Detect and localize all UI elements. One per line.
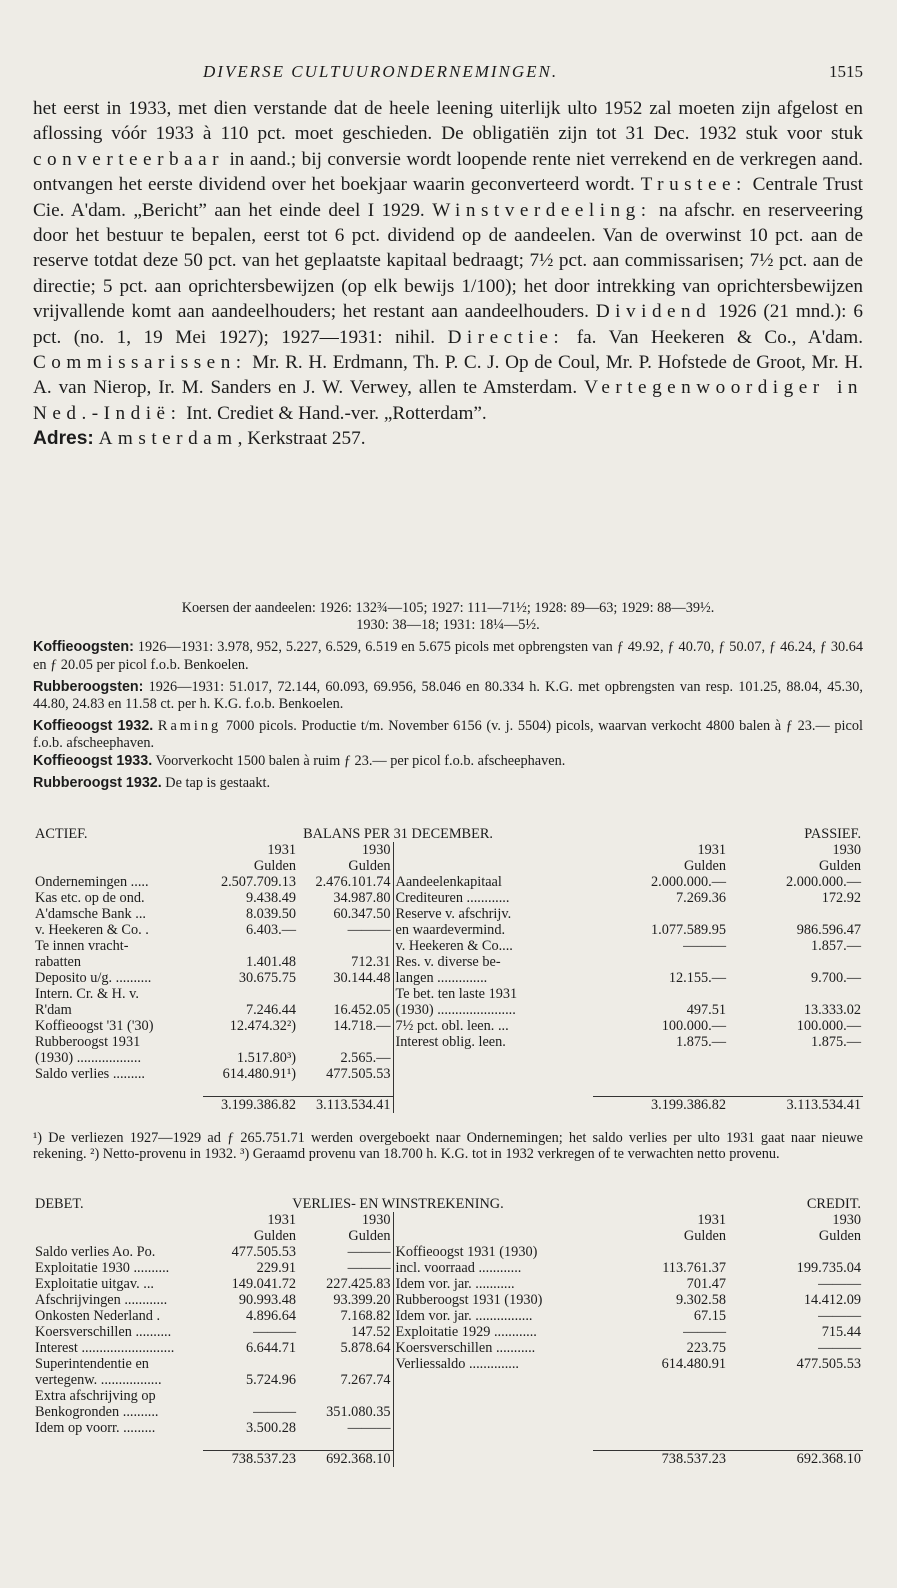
- row-label: v. Heekeren & Co....: [393, 938, 593, 954]
- table-row: [33, 1340, 863, 1356]
- value-1930: 712.31: [351, 954, 391, 970]
- value-1930: [728, 954, 863, 970]
- blank-cell: [33, 1097, 203, 1114]
- unit-row: [33, 858, 863, 874]
- blank-cell: [203, 1436, 298, 1451]
- value-1930: ———: [818, 1308, 862, 1324]
- blank-cell: [33, 1436, 203, 1451]
- unit-label: Gulden: [818, 858, 862, 874]
- winstverdeeling-text: na afschr. en reserveering door het bestuur te bepalen, eerst tot 6 pct. dividend op de aandeelen. Van de overwinst 10 pct. aan de reserve totdat deze 50 pct. van het geplaatste kapitaal bedraagt; 7½ pct. aan commissarisen; 7½ pct. aan de directie; 5 pct. aan oprichtersbewijzen (op elk bewijs 1/100); het door intrekking van oprichtersbewijzen vrijvallende komt aan aandeelhouders; het restant aan aandeelhouders.: [33, 199, 863, 323]
- value-1930: [728, 1420, 863, 1436]
- value-1931: 7.269.36: [675, 890, 727, 906]
- value-1930: [298, 986, 393, 1002]
- table-row: [33, 1244, 863, 1260]
- table-row: [33, 1372, 863, 1388]
- koffieoogst-1933-label: Koffieoogst 1933.: [33, 752, 153, 769]
- row-label: Verliessaldo ..............: [393, 1356, 593, 1372]
- row-label: [393, 1404, 593, 1420]
- value-1931: 223.75: [686, 1340, 726, 1356]
- value-1930: 30.144.48: [333, 970, 391, 986]
- row-label: Exploitatie uitgav. ...: [35, 1276, 154, 1292]
- value-1930: [728, 986, 863, 1002]
- row-label: Koffieoogst 1931 (1930): [393, 1244, 593, 1260]
- table-row: [33, 906, 863, 922]
- row-label: Saldo verlies .........: [35, 1066, 145, 1082]
- unit-label: Gulden: [818, 1228, 862, 1244]
- value-1930: [728, 1404, 863, 1420]
- text-run: het eerst in 1933, met dien verstande dat de heele leening uiterlijk ulto 1952 zal moeten zijn afgelost en aflossing vóór 1933 à 110 pct. moet geschieden. De obligatiën zijn tot 31 Dec. 1932 stuk voor stuk: [33, 98, 863, 145]
- value-1930: 9.700.—: [810, 970, 862, 986]
- year-label: 1931: [697, 842, 727, 858]
- total-1930: 3.113.534.41: [315, 1097, 391, 1113]
- total-1931: 738.537.23: [661, 1451, 726, 1467]
- koffieoogst-1933-para: [33, 753, 863, 770]
- value-1930: 172.92: [821, 890, 862, 906]
- value-1931: 4.896.64: [245, 1308, 296, 1324]
- value-1931: [203, 1388, 298, 1404]
- table-row: [33, 1292, 863, 1308]
- spacer-row: [33, 1082, 863, 1097]
- blank-cell: [298, 1082, 393, 1097]
- koffieoogst-1932-label: Koffieoogst 1932.: [33, 718, 154, 735]
- value-1931: [203, 986, 298, 1002]
- value-1931: [593, 1388, 728, 1404]
- table-row: [33, 1324, 863, 1340]
- value-1930: 14.412.09: [803, 1292, 862, 1308]
- rubberoogsten-text: 1926—1931: 51.017, 72.144, 60.093, 69.956, 58.046 en 80.334 h. K.G. met opbrengsten van resp. 101.25, 88.04, 45.30, 44.80, 24.83 en 11.58 ct. per h. K.G. f.o.b. Benkoelen.: [33, 678, 863, 713]
- value-1931: 30.675.75: [238, 970, 296, 986]
- left-head: ACTIEF.: [35, 826, 88, 842]
- spacer-row: [33, 1436, 863, 1451]
- value-1931: [593, 1244, 728, 1260]
- blank-cell: [33, 1082, 203, 1097]
- table-row: [33, 986, 863, 1002]
- table-heading-row: [33, 826, 863, 842]
- value-1930: [298, 1034, 393, 1050]
- value-1931: 2.000.000.—: [650, 874, 727, 890]
- year-label: 1930: [361, 842, 391, 858]
- value-1930: 2.476.101.74: [315, 874, 391, 890]
- table-heading-row: [33, 1196, 863, 1212]
- value-1931: 7.246.44: [245, 1002, 296, 1018]
- value-1930: [728, 1372, 863, 1388]
- value-1930: 351.080.35: [326, 1404, 391, 1420]
- table-row: [33, 1308, 863, 1324]
- koersen-line: Koersen der aandeelen: 1926: 132¾—105; 1927: 111—71½; 1928: 89—63; 1929: 88—39½.: [181, 600, 715, 616]
- total-1930: 692.368.10: [326, 1451, 391, 1467]
- right-head: CREDIT.: [806, 1196, 862, 1212]
- blank-cell: [393, 1082, 593, 1097]
- value-1930: ———: [347, 922, 391, 938]
- value-1931: [593, 1066, 728, 1082]
- vertegenwoordiger-label: Vertegenwoordiger in Ned.-Indië:: [33, 377, 863, 424]
- value-1931: 9.302.58: [675, 1292, 726, 1308]
- value-1931: 614.480.91: [661, 1356, 726, 1372]
- value-1931: ———: [683, 938, 727, 954]
- total-1930: 3.113.534.41: [786, 1097, 862, 1113]
- rubberoogst-1932-text: De tap is gestaakt.: [161, 774, 271, 791]
- table-row: [33, 938, 863, 954]
- koffieoogsten-text: 1926—1931: 3.978, 952, 5.227, 6.529, 6.519 en 5.675 picols met opbrengsten van ƒ 49.92, ƒ 40.70, ƒ 50.07, ƒ 46.24, ƒ 30.64 en ƒ 20.05 per picol f.o.b. Benkoelen.: [33, 639, 863, 673]
- value-1931: 67.15: [693, 1308, 726, 1324]
- row-label: vertegenw. .................: [35, 1372, 162, 1388]
- row-label: rabatten: [35, 954, 82, 970]
- row-label: Ondernemingen .....: [35, 874, 149, 890]
- row-label: 7½ pct. obl. leen. ...: [393, 1018, 593, 1034]
- left-head: DEBET.: [35, 1196, 84, 1212]
- table-row: [33, 1050, 863, 1066]
- value-1931: [593, 986, 728, 1002]
- value-1930: ———: [347, 1260, 391, 1276]
- total-1931: 3.199.386.82: [650, 1097, 727, 1113]
- blank-cell: [393, 1212, 593, 1228]
- trustee-text: Centrale Trust Cie. A'dam. „Bericht” aan het einde deel I 1929.: [33, 174, 863, 221]
- koersen-line-2: 1930: 38—18; 1931: 18¼—5½.: [356, 617, 540, 634]
- value-1930: 477.505.53: [326, 1066, 391, 1082]
- row-label: Rubberoogst 1931: [35, 1034, 141, 1050]
- harvest-info: [33, 600, 863, 792]
- value-1931: [203, 1356, 298, 1372]
- row-label: Koffieoogst '31 ('30): [35, 1018, 154, 1034]
- koffieoogst-1933-text: Voorverkocht 1500 balen à ruim ƒ 23.— per picol f.o.b. afscheephaven.: [152, 752, 566, 769]
- row-label: A'damsche Bank ...: [35, 906, 146, 922]
- table-row: [33, 1034, 863, 1050]
- value-1930: [728, 1388, 863, 1404]
- value-1930: 227.425.83: [326, 1276, 391, 1292]
- blank-cell: [393, 842, 593, 858]
- text-run: in aand.; bij conversie wordt loopende rente niet verrekend en de verkregen aand. ontvangen het eerste dividend over het boekjaar waarin geconverteerd wordt.: [33, 148, 863, 196]
- value-1931: [593, 1050, 728, 1066]
- rubberoogst-1932-para: [33, 775, 863, 792]
- value-1931: 12.155.—: [668, 970, 727, 986]
- value-1930: 199.735.04: [796, 1260, 862, 1276]
- value-1930: 14.718.—: [333, 1018, 391, 1034]
- blank-cell: [393, 1228, 593, 1244]
- value-1930: [298, 1388, 393, 1404]
- address-line: [33, 426, 863, 451]
- value-1930: 715.44: [821, 1324, 862, 1340]
- value-1931: 100.000.—: [661, 1018, 727, 1034]
- value-1931: 8.039.50: [245, 906, 296, 922]
- value-1930: [298, 1356, 393, 1372]
- statement-title: VERLIES- EN WINSTREKENING.: [292, 1196, 504, 1212]
- value-1931: 3.500.28: [245, 1420, 296, 1436]
- unit-label: Gulden: [253, 1228, 296, 1244]
- total-row: [33, 1451, 863, 1468]
- value-1930: 986.596.47: [796, 922, 862, 938]
- row-label: en waardevermind.: [393, 922, 593, 938]
- table-row: [33, 1404, 863, 1420]
- profit-loss-table: [33, 1196, 863, 1467]
- value-1930: 147.52: [351, 1324, 391, 1340]
- row-label: incl. voorraad ............: [393, 1260, 593, 1276]
- row-label: Interest ..........................: [35, 1340, 175, 1356]
- value-1931: 229.91: [256, 1260, 296, 1276]
- row-label: (1930) ......................: [393, 1002, 593, 1018]
- total-1931: 3.199.386.82: [220, 1097, 296, 1113]
- value-1931: [203, 938, 298, 954]
- page-number: 1515: [829, 62, 863, 81]
- blank-cell: [33, 1228, 203, 1244]
- row-label: Idem op voorr. .........: [35, 1420, 156, 1436]
- value-1931: 113.761.37: [662, 1260, 726, 1276]
- value-1931: 90.993.48: [238, 1292, 296, 1308]
- table-row: [33, 890, 863, 906]
- statement-title: BALANS PER 31 DECEMBER.: [303, 826, 493, 842]
- year-label: 1931: [697, 1212, 726, 1228]
- row-label: Exploitatie 1930 ..........: [35, 1260, 170, 1276]
- row-label: v. Heekeren & Co. .: [35, 922, 149, 938]
- table-row: [33, 954, 863, 970]
- row-label: [393, 1066, 593, 1082]
- year-label: 1931: [267, 1212, 296, 1228]
- year-label: 1930: [832, 842, 862, 858]
- unit-label: Gulden: [348, 1228, 391, 1244]
- company-description: [33, 96, 863, 452]
- value-1930: [728, 1244, 863, 1260]
- row-label: Koersverschillen ...........: [393, 1340, 593, 1356]
- year-row: [33, 842, 863, 858]
- year-label: 1931: [267, 842, 296, 858]
- rubberoogsten-para: [33, 679, 863, 713]
- blank-cell: [393, 1451, 593, 1468]
- row-label: Afschrijvingen ............: [35, 1292, 168, 1308]
- value-1930: 5.878.64: [340, 1340, 391, 1356]
- blank-cell: [393, 858, 593, 874]
- year-row: [33, 1212, 863, 1228]
- value-1931: 701.47: [686, 1276, 726, 1292]
- trustee-label: Trustee:: [640, 174, 747, 196]
- value-1930: 2.565.—: [340, 1050, 391, 1066]
- value-1930: 60.347.50: [333, 906, 391, 922]
- value-1931: [593, 906, 728, 922]
- value-1930: 7.267.74: [340, 1372, 391, 1388]
- value-1931: [593, 1404, 728, 1420]
- commissarissen-label: Commissarissen:: [33, 352, 247, 374]
- koffieoogst-1932-text: 7000 picols. Productie t/m. November 6156 (v. j. 5504) picols, waarvan verkocht 4800 balen à ƒ 23.— picol f.o.b. afscheephaven.: [33, 718, 863, 752]
- table-row: [33, 1356, 863, 1372]
- directie-text: fa. Van Heekeren & Co., A'dam.: [564, 326, 863, 348]
- row-label: Saldo verlies Ao. Po.: [35, 1244, 156, 1260]
- table-row: [33, 874, 863, 890]
- row-label: R'dam: [35, 1002, 72, 1018]
- row-label: [393, 1050, 593, 1066]
- value-1930: [728, 1066, 863, 1082]
- blank-cell: [33, 858, 203, 874]
- value-1931: 497.51: [686, 1002, 727, 1018]
- unit-label: Gulden: [253, 858, 296, 874]
- row-label: (1930) ..................: [35, 1050, 142, 1066]
- row-label: Superintendentie en: [35, 1356, 149, 1372]
- raming-label: Raming: [157, 718, 222, 735]
- value-1931: 12.474.32²): [229, 1018, 296, 1034]
- spaced-term: converteerbaar: [33, 148, 224, 170]
- row-label: Te bet. ten laste 1931: [393, 986, 593, 1002]
- value-1931: ———: [683, 1324, 726, 1340]
- unit-label: Gulden: [348, 858, 391, 874]
- year-label: 1930: [832, 1212, 862, 1228]
- row-label: Te innen vracht-: [35, 938, 129, 954]
- rubberoogst-1932-label: Rubberoogst 1932.: [33, 774, 162, 791]
- value-1931: 149.041.72: [231, 1276, 296, 1292]
- row-label: Reserve v. afschrijv.: [393, 906, 593, 922]
- table-row: [33, 922, 863, 938]
- table-row: [33, 1018, 863, 1034]
- row-label: Extra afschrijving op: [35, 1388, 156, 1404]
- value-1931: [593, 1420, 728, 1436]
- blank-cell: [393, 1097, 593, 1114]
- right-head: PASSIEF.: [804, 826, 862, 842]
- unit-row: [33, 1228, 863, 1244]
- value-1930: 2.000.000.—: [785, 874, 862, 890]
- row-label: Interest oblig. leen.: [393, 1034, 593, 1050]
- value-1930: 93.399.20: [333, 1292, 391, 1308]
- blank-cell: [393, 1436, 593, 1451]
- blank-cell: [593, 1436, 728, 1451]
- value-1931: 5.724.96: [245, 1372, 296, 1388]
- value-1930: 7.168.82: [340, 1308, 391, 1324]
- value-1930: 34.987.80: [333, 890, 391, 906]
- table-row: [33, 1420, 863, 1436]
- adres-label: Adres:: [33, 428, 94, 450]
- total-row: [33, 1097, 863, 1114]
- unit-label: Gulden: [683, 858, 727, 874]
- dividend-label: Dividend: [595, 301, 712, 323]
- unit-label: Gulden: [683, 1228, 726, 1244]
- balance-notes: ¹) De verliezen 1927—1929 ad ƒ 265.751.71 werden overgeboekt naar Ondernemingen; het saldo verlies per ulto 1931 gaat naar nieuwe rekening. ²) Netto-provenu in 1932. ³) Geraamd provenu van 18.700 h. K.G. tot in 1932 verkregen of te verwachten netto provenu.: [33, 1130, 863, 1163]
- row-label: Kas etc. op de ond.: [35, 890, 145, 906]
- row-label: Idem vor. jar. ...........: [393, 1276, 593, 1292]
- table-row: [33, 970, 863, 986]
- year-label: 1930: [361, 1212, 391, 1228]
- rubberoogsten-label: Rubberoogsten:: [33, 678, 144, 695]
- directie-label: Directie:: [447, 326, 565, 348]
- value-1931: 477.505.53: [231, 1244, 296, 1260]
- value-1930: 477.505.53: [796, 1356, 862, 1372]
- value-1930: ———: [818, 1340, 862, 1356]
- table-row: [33, 1260, 863, 1276]
- total-1930: 692.368.10: [796, 1451, 862, 1467]
- row-label: [393, 1388, 593, 1404]
- balance-sheet-table: [33, 826, 863, 1113]
- blank-cell: [33, 842, 203, 858]
- blank-cell: [33, 1212, 203, 1228]
- value-1931: 614.480.91¹): [222, 1066, 296, 1082]
- table-row: [33, 1002, 863, 1018]
- value-1930: ———: [347, 1244, 391, 1260]
- value-1931: 1.401.48: [245, 954, 296, 970]
- table-row: [33, 1388, 863, 1404]
- row-label: Benkogronden ..........: [35, 1404, 159, 1420]
- blank-cell: [728, 1436, 863, 1451]
- row-label: Koersverschillen ..........: [35, 1324, 172, 1340]
- row-label: Intern. Cr. & H. v.: [35, 986, 139, 1002]
- value-1931: ———: [253, 1324, 296, 1340]
- row-label: Rubberoogst 1931 (1930): [393, 1292, 593, 1308]
- koffieoogsten-label: Koffieoogsten:: [33, 639, 134, 656]
- value-1931: [593, 954, 728, 970]
- adres-street: , Kerkstraat 257.: [237, 428, 366, 450]
- value-1930: [728, 906, 863, 922]
- value-1930: 1.875.—: [810, 1034, 862, 1050]
- value-1930: [728, 1050, 863, 1066]
- row-label: Res. v. diverse be-: [393, 954, 593, 970]
- adres-city: Amsterdam: [98, 428, 238, 450]
- value-1930: 13.333.02: [803, 1002, 862, 1018]
- value-1931: 6.644.71: [245, 1340, 296, 1356]
- blank-cell: [33, 1451, 203, 1468]
- value-1931: 1.517.80³): [236, 1050, 296, 1066]
- value-1931: [593, 1372, 728, 1388]
- row-label: Exploitatie 1929 ............: [393, 1324, 593, 1340]
- row-label: [393, 1372, 593, 1388]
- blank-cell: [593, 1082, 728, 1097]
- value-1931: ———: [253, 1404, 296, 1420]
- koffieoogsten-para: [33, 639, 863, 673]
- value-1931: 9.438.49: [245, 890, 296, 906]
- vertegenwoordiger-text: Int. Crediet & Hand.-ver. „Rotterdam”.: [181, 402, 487, 424]
- table-row: [33, 1066, 863, 1082]
- table-row: [33, 1276, 863, 1292]
- row-label: Crediteuren ............: [393, 890, 593, 906]
- commissarissen-text: Mr. R. H. Erdmann, Th. P. C. J. Op de Coul, Mr. P. Hofstede de Groot, Mr. H. A. van Nierop, Ir. M. Sanders en J. W. Verwey, allen te Amsterdam.: [33, 352, 863, 399]
- value-1931: 6.403.—: [245, 922, 296, 938]
- row-label: [393, 1420, 593, 1436]
- winstverdeeling-label: Winstverdeeling:: [432, 199, 652, 221]
- value-1930: ———: [347, 1420, 391, 1436]
- blank-cell: [203, 1082, 298, 1097]
- blank-cell: [298, 1436, 393, 1451]
- row-label: Idem vor. jar. ................: [393, 1308, 593, 1324]
- row-label: Deposito u/g. ..........: [35, 970, 152, 986]
- value-1930: 16.452.05: [333, 1002, 391, 1018]
- value-1931: 1.077.589.95: [650, 922, 727, 938]
- value-1930: 100.000.—: [796, 1018, 862, 1034]
- value-1931: 1.875.—: [675, 1034, 727, 1050]
- value-1930: [298, 938, 393, 954]
- running-title: DIVERSE CULTUURONDERNEMINGEN.: [203, 62, 559, 81]
- running-header: [33, 62, 863, 86]
- total-1931: 738.537.23: [231, 1451, 296, 1467]
- value-1930: ———: [818, 1276, 862, 1292]
- row-label: Aandeelenkapitaal: [393, 874, 593, 890]
- row-label: Onkosten Nederland .: [35, 1308, 161, 1324]
- value-1931: 2.507.709.13: [220, 874, 296, 890]
- paragraph: [33, 96, 863, 426]
- row-label: langen ..............: [393, 970, 593, 986]
- dividend-text: 1926 (21 mnd.): 6 pct. (no. 1, 19 Mei 1927); 1927—1931: nihil.: [33, 301, 863, 348]
- value-1931: [203, 1034, 298, 1050]
- value-1930: 1.857.—: [810, 938, 862, 954]
- koffieoogst-1932-para: [33, 718, 863, 752]
- blank-cell: [728, 1082, 863, 1097]
